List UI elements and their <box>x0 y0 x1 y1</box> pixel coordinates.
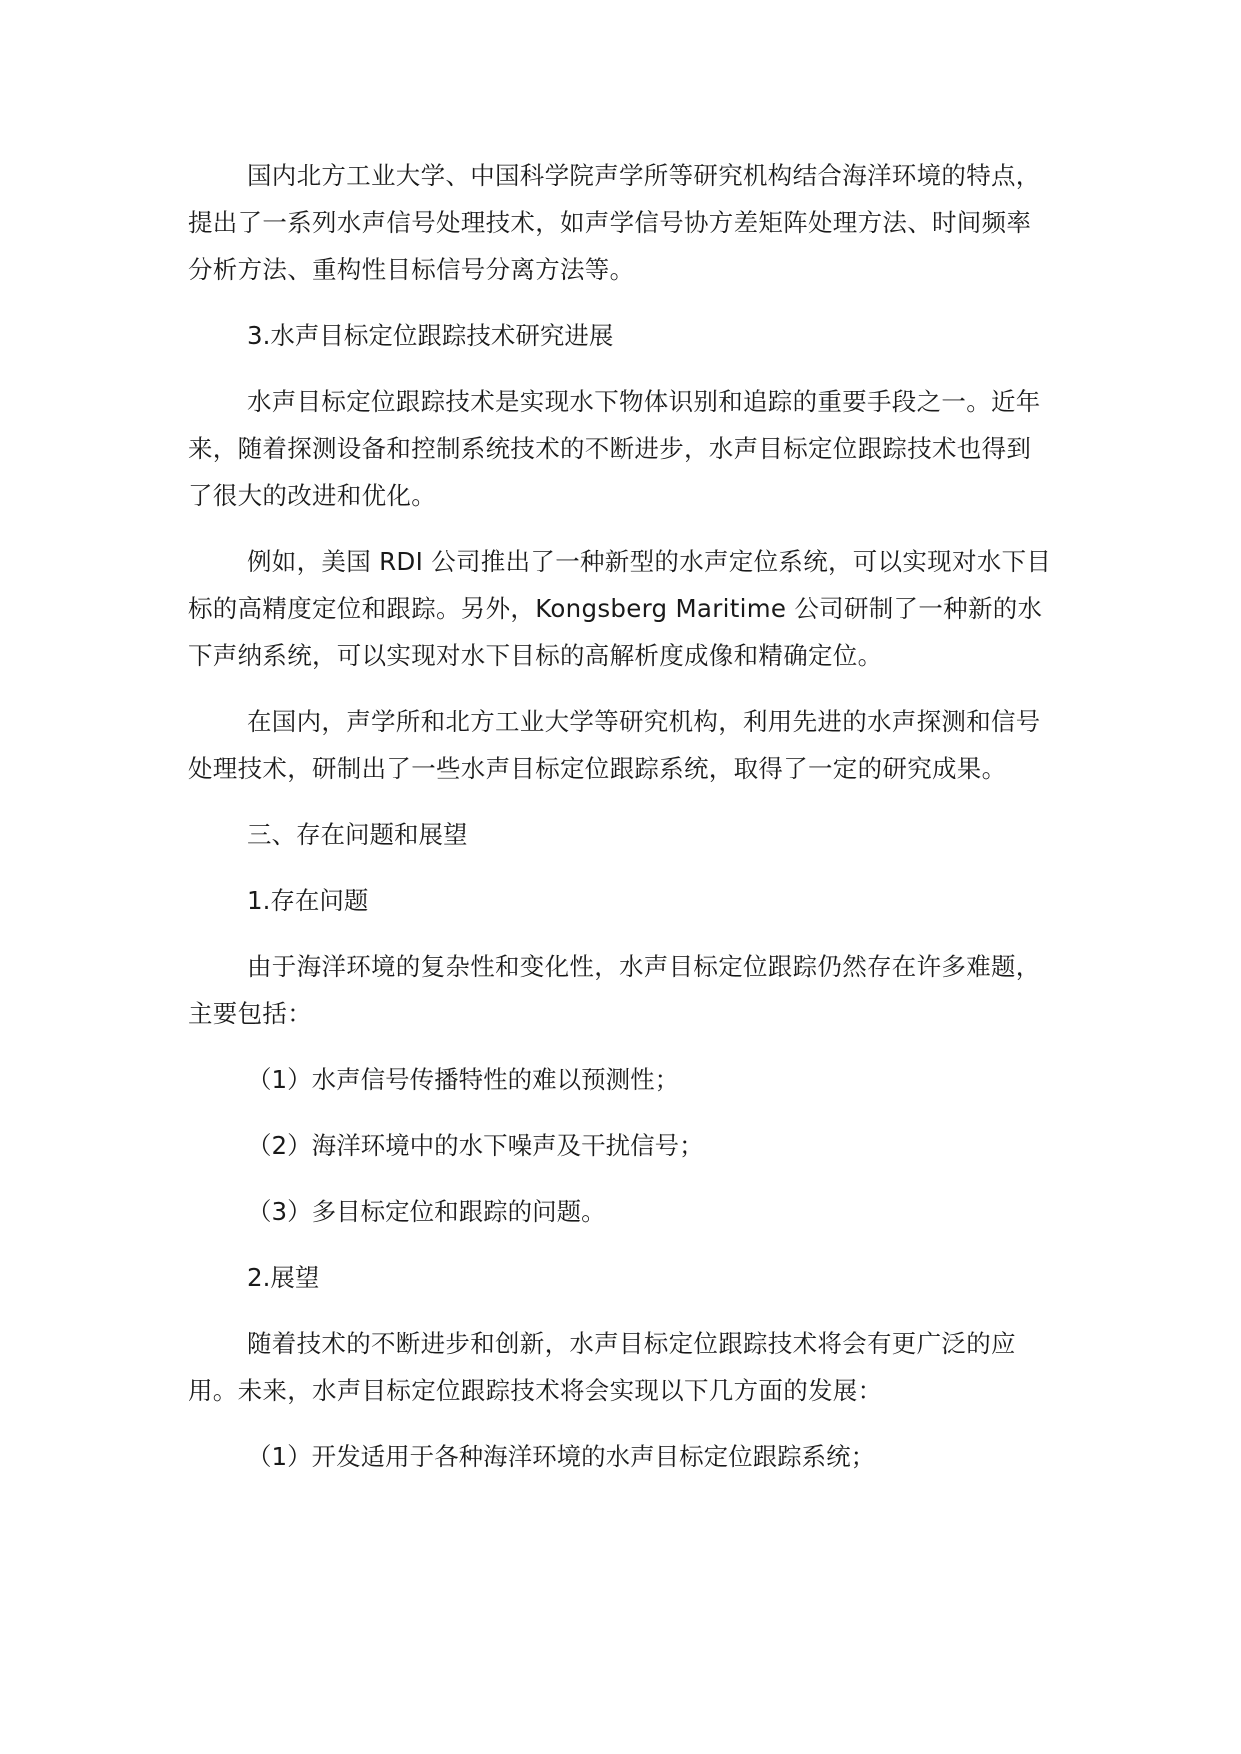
list-item-problem-1: （1）水声信号传播特性的难以预测性； <box>247 1065 680 1094</box>
paragraph-problems-intro: 由于海洋环境的复杂性和变化性，水声目标定位跟踪仍然存在许多难题，主要包括： <box>188 952 1041 1028</box>
section-heading-problems-outlook: 三、存在问题和展望 <box>247 820 468 849</box>
paragraph-domestic-research: 在国内，声学所和北方工业大学等研究机构，利用先进的水声探测和信号处理技术，研制出了一些水声目标定位跟踪系统，取得了一定的研究成果。 <box>188 707 1041 783</box>
document-body <box>188 152 1053 1499</box>
paragraph-localization-overview: 水声目标定位跟踪技术是实现水下物体识别和追踪的重要手段之一。近年来，随着探测设备和控制系统技术的不断进步，水声目标定位跟踪技术也得到了很大的改进和优化。 <box>188 387 1041 510</box>
paragraph-outlook-intro: 随着技术的不断进步和创新，水声目标定位跟踪技术将会有更广泛的应用。未来，水声目标定位跟踪技术将会实现以下几方面的发展： <box>188 1329 1016 1405</box>
list-item-problem-2: （2）海洋环境中的水下噪声及干扰信号； <box>247 1131 704 1160</box>
list-item-problem-3: （3）多目标定位和跟踪的问题。 <box>247 1197 606 1226</box>
subsection-heading-problems: 1.存在问题 <box>247 886 369 915</box>
paragraph-domestic-signal-processing: 国内北方工业大学、中国科学院声学所等研究机构结合海洋环境的特点，提出了一系列水声信号处理技术，如声学信号协方差矩阵处理方法、时间频率分析方法、重构性目标信号分离方法等。 <box>188 161 1041 284</box>
subsection-heading-outlook: 2.展望 <box>247 1263 320 1292</box>
list-item-outlook-1: （1）开发适用于各种海洋环境的水声目标定位跟踪系统； <box>247 1442 876 1471</box>
paragraph-foreign-examples: 例如，美国 RDI 公司推出了一种新型的水声定位系统，可以实现对水下目标的高精度定位和跟踪。另外，Kongsberg Maritime 公司研制了一种新的水下声纳系统，可以实现对水下目标的高解析度成像和精确定位。 <box>188 547 1052 670</box>
section-heading-localization-progress: 3.水声目标定位跟踪技术研究进展 <box>247 321 614 350</box>
